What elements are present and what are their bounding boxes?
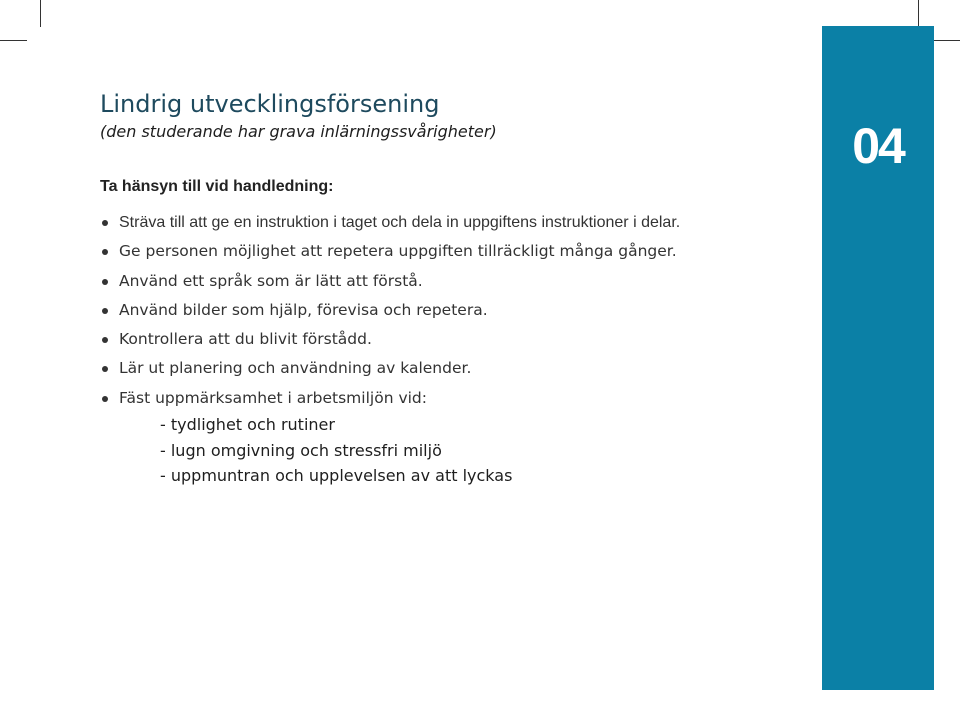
guidance-list (100, 208, 680, 413)
chapter-number: 04 (852, 118, 904, 174)
page-title: Lindrig utvecklingsförsening (100, 90, 440, 118)
crop-mark-right (933, 40, 960, 41)
list-item: Använd bilder som hjälp, förevisa och repetera. (100, 296, 680, 325)
chapter-tab (822, 26, 934, 690)
crop-mark-top-left (40, 0, 41, 27)
page-subtitle: (den studerande har grava inlärningssvårigheter) (100, 122, 497, 141)
list-item: Fäst uppmärksamhet i arbetsmiljön vid: (100, 384, 680, 413)
crop-mark-top-right (918, 0, 919, 27)
list-item: Ge personen möjlighet att repetera uppgiften tillräckligt många gånger. (100, 237, 680, 266)
sub-list-item: - uppmuntran och upplevelsen av att lyckas (160, 466, 513, 485)
list-item: Använd ett språk som är lätt att förstå. (100, 267, 680, 296)
section-heading: Ta hänsyn till vid handledning: (100, 178, 334, 195)
work-environment-list (160, 412, 512, 489)
crop-mark-left (0, 40, 27, 41)
list-item: Kontrollera att du blivit förstådd. (100, 325, 680, 354)
list-item: Sträva till att ge en instruktion i taget och dela in uppgiftens instruktioner i delar. (100, 208, 680, 237)
sub-list-item: - tydlighet och rutiner (160, 415, 335, 434)
sub-list-item: - lugn omgivning och stressfri miljö (160, 440, 442, 460)
list-item: Lär ut planering och användning av kalender. (100, 354, 680, 383)
